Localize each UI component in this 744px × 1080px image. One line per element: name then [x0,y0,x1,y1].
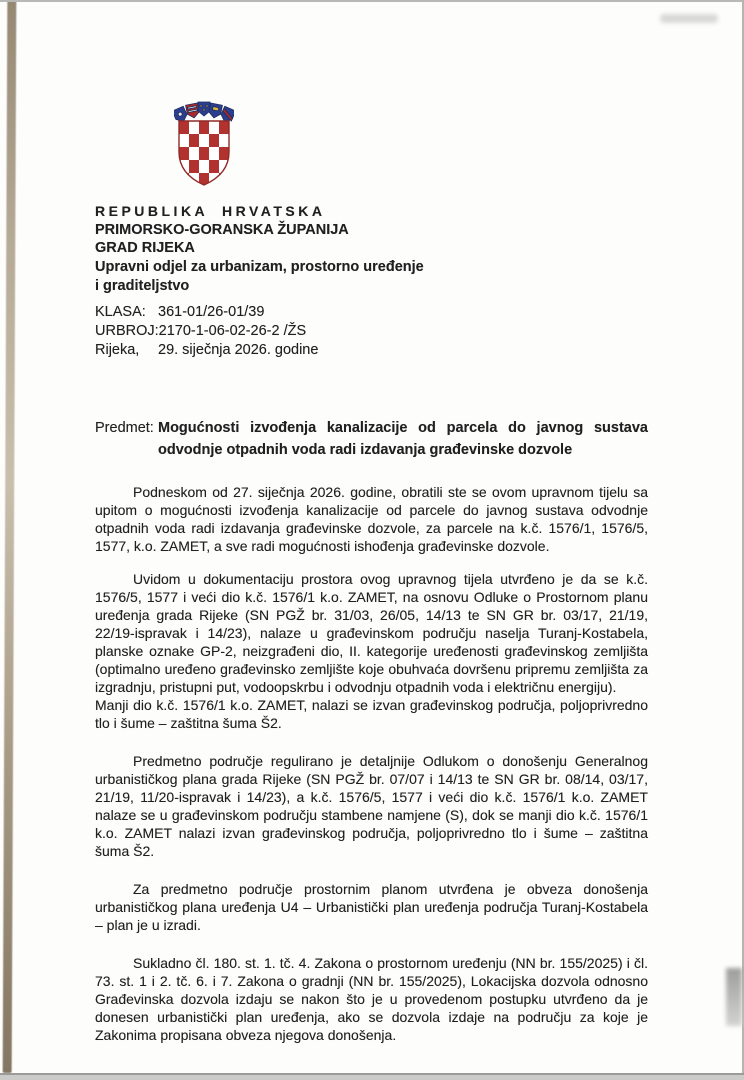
urbroj-label: URBROJ: [95,322,159,339]
scan-edge-bottom [0,1073,744,1080]
place-label: Rijeka, [95,341,140,358]
issuer-city: GRAD RIJEKA [95,240,195,257]
paragraph: Manji dio k.č. 1576/1 k.o. ZAMET, nalazi se izvan građevinskog područja, poljoprivredno tlo i šume – zaštitna šuma Š2. [95,696,648,731]
issuer-department-line2: i graditeljstvo [95,277,190,294]
paragraph: Podneskom od 27. siječnja 2026. godine, obratili ste se ovom upravnom tijelu sa upitom o mogućnosti izvođenja kanalizacije od parcele do javnog sustava odvodnje otpadnih voda radi izdavanja građevinske dozvole, za parcele na k.č. 1576/1, 1576/5, 1577, k.o. ZAMET, a sve radi mogućnosti ishođenja građevinske dozvole. [95,483,648,554]
klasa-row [95,303,648,322]
place-date-row [95,341,648,360]
paragraph: Sukladno čl. 180. st. 1. tč. 4. Zakona o prostornom uređenju (NN br. 155/2025) i čl. 73. st. 1 i 2. tč. 6. i 7. Zakona o gradnji (NN br. 155/2025), Lokacijska dozvola odnosno Građevinska dozvola izdaju se nakon što je u provedenom postupku utvrđeno da je donesen urbanistički plan uređenja, ako se dozvola izdaje na području za koje je Zakonima propisana obveza njegova donošenja. [95,954,648,1043]
urbroj-row [95,322,648,341]
subject-label: Predmet: [95,419,154,436]
issuer-county: PRIMORSKO-GORANSKA ŽUPANIJA [95,221,349,238]
paragraph: Predmetno područje regulirano je detaljnije Odlukom o donošenju Generalnog urbanističkog plana grada Rijeke (SN PGŽ br. 07/07 i 14/13 te SN GR br. 08/14, 03/17, 21/19, 11/20-ispravak i 14/23), a k.č. 1576/5, 1577 i veći dio k.č. 1576/1 k.o. ZAMET nalaze se u građevinskom području stambene namjene (S), dok se manji dio k.č. 1576/1 k.o. ZAMET nalazi izvan građevinskog područja, poljoprivredno tlo i šume – zaštitna šuma Š2. [95,752,648,859]
issuer-country: REPUBLIKA HRVATSKA [95,203,326,219]
subject-text: Mogućnosti izvođenja kanalizacije od parcela do javnog sustava odvodnje otpadnih voda radi izdavanja građevinske dozvole [158,419,648,458]
issuer-department-line1: Upravni odjel za urbanizam, prostorno uređenje [95,259,424,276]
date-value: 29. siječnja 2026. godine [158,341,319,358]
issuer-block [95,202,648,296]
croatian-coat-of-arms-icon [174,100,234,190]
subject-row [95,417,648,461]
klasa-value: 361-01/26-01/39 [158,303,265,320]
urbroj-value: 2170-1-06-02-26-2 /ŽS [158,322,307,339]
klasa-label: KLASA: [95,303,146,320]
paragraph: Uvidom u dokumentaciju prostora ovog upravnog tijela utvrđeno je da se k.č. 1576/5, 1577 i veći dio k.č. 1576/1 k.o. ZAMET, na osnovu Odluke o Prostornom planu uređenja grada Rijeke (SN PGŽ br. 31/03, 26/05, 14/13 te SN GR br. 03/17, 21/19, 22/19-ispravak i 14/23), nalaze u građevinskom području naselja Turanj-Kostabela, planske oznake GP-2, neizgrađeni dio, II. kategorije uređenosti građevinskog zemljišta (optimalno uređeno građevinsko zemljište koje obuhvaća dovršenu pripremu zemljišta za izgradnju, pristupni put, vodoopskrbu i odvodnju otpadnih voda i električnu energiju). [95,570,648,695]
paragraph: Za predmetno područje prostornim planom utvrđena je obveza donošenja urbanističkog plana uređenja U4 – Urbanistički plan uređenja područja Turanj-Kostabela – plan je u izradi. [95,880,648,933]
letter-body [95,483,648,1044]
emblem-shield [179,121,229,186]
reference-block [95,303,648,360]
